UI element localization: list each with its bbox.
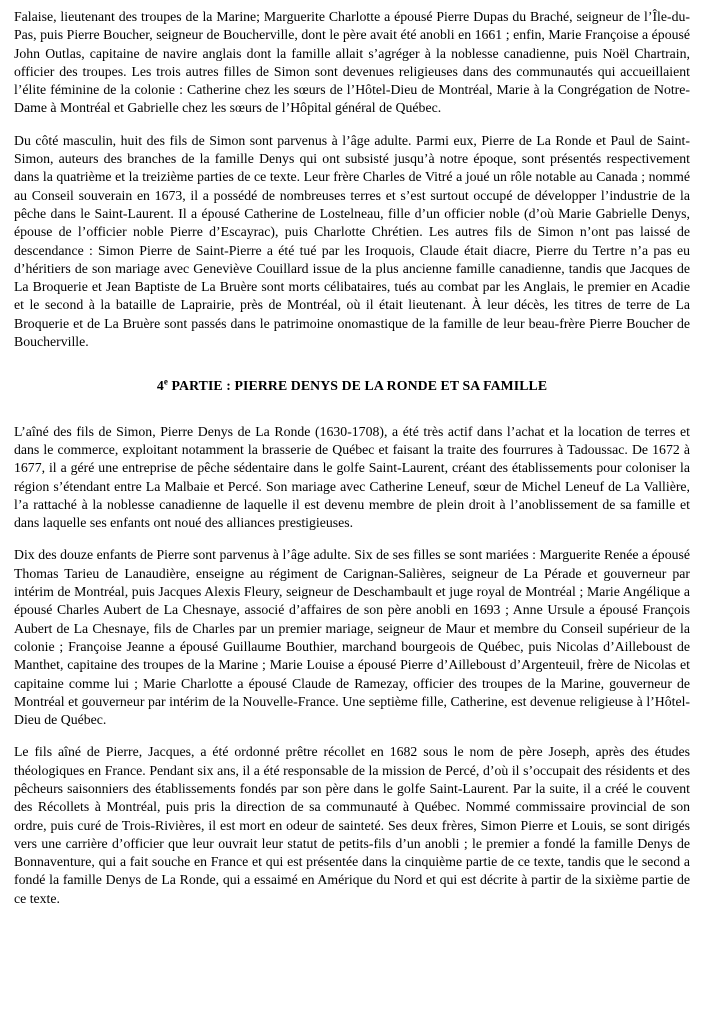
paragraph-pierre-denys-la-ronde: L’aîné des fils de Simon, Pierre Denys de La Ronde (1630-1708), a été très actif dans l’achat et la location de terres et dans le commerce, exploitant notamment la brasserie de Québec et faisant la traite des fourrures à Tadoussac. De 1672 à 1677, il a géré une entreprise de pêche sédentaire dans le golfe Saint-Laurent, créant des établissements pour coloniser la région s’étendant entre La Malbaie et Percé. Son mariage avec Catherine Leneuf, sœur de Michel Leneuf de La Vallière, l’a rattaché à la noblesse canadienne de laquelle il est devenu membre de plein droit à l’anoblissement de sa famille et dans laquelle ses enfants ont noué des alliances prestigieuses.: [14, 423, 690, 531]
paragraph-fils-de-simon: Du côté masculin, huit des fils de Simon sont parvenus à l’âge adulte. Parmi eux, Pierre de La Ronde et Paul de Saint-Simon, auteurs des branches de la famille Denys qui ont subsisté jusqu’à notre époque, sont présentés respectivement dans la quatrième et la treizième parties de ce texte. Leur frère Charles de Vitré a joué un rôle notable au Canada ; nommé au Conseil souverain en 1673, il a possédé de nombreuses terres et s’est surtout occupé de développer l’industrie de la pêche dans le Saint-Laurent. Il a épousé Catherine de Lostelneau, fille d’un officier noble (d’où Marie Gabrielle Denys, épouse de l’officier noble Pierre d’Escayrac), puis Charlotte Chrétien. Les autres fils de Simon n’ont pas laissé de descendance : Simon Pierre de Saint-Pierre a été tué par les Iroquois, Claude était diacre, Pierre du Tertre n’a pas eu d’héritiers de son mariage avec Geneviève Couillard issue de la plus ancienne famille canadienne, tandis que Jacques de La Broquerie et Jean Baptiste de La Bruère sont morts célibataires, tués au combat par les Anglais, le premier en Acadie et le second à la bataille de Laprairie, près de Montréal, où il était lieutenant. À leur décès, les titres de terre de La Broquerie et de La Bruère sont passés dans le patrimoine onomastique de la famille de leur beau-frère Pierre Boucher de Boucherville.: [14, 132, 690, 350]
paragraph-enfants-de-pierre: Dix des douze enfants de Pierre sont parvenus à l’âge adulte. Six de ses filles se sont mariées : Marguerite Renée a épousé Thomas Tarieu de Lanaudière, enseigne au régiment de Carignan-Salières, seigneur de La Pérade et gouverneur par intérim de Montréal, puis Jacques Alexis Fleury, seigneur de Deschambault et juge royal de Montréal ; Marie Angélique a épousé Charles Aubert de La Chesnaye, associé d’affaires de son père anobli en 1693 ; Anne Ursule a épousé François Aubert de La Chesnaye, fils de Charles par un premier mariage, seigneur de Maur et membre du Conseil supérieur de la colonie ; Françoise Jeanne a épousé Guillaume Bouthier, marchand bourgeois de Québec, puis Nicolas d’Ailleboust de Manthet, capitaine des troupes de la Marine ; Marie Louise a épousé Pierre d’Ailleboust d’Argenteuil, frère de Nicolas et capitaine comme lui ; Marie Charlotte a épousé Claude de Ramezay, officier des troupes de la Marine, gouverneur de Montréal et gouverneur par intérim de la Nouvelle-France. Une septième fille, Catherine, est devenue religieuse à l’Hôtel-Dieu de Québec.: [14, 547, 690, 728]
heading-title-text: PARTIE : PIERRE DENYS DE LA RONDE ET SA FAMILLE: [167, 378, 548, 394]
heading-part-number: 4: [156, 378, 164, 394]
paragraph-fils-aine-jacques: Le fils aîné de Pierre, Jacques, a été ordonné prêtre récollet en 1682 sous le nom de père Joseph, après des études théologiques en France. Pendant six ans, il a été responsable de la mission de Percé, d’où il s’occupait des résidents et des pêcheurs saisonniers des établissements fondés par son père dans le golfe Saint-Laurent. Par la suite, il a créé le couvent des Récollets à Montréal, puis pris la direction de sa communauté à Québec. Nommé commissaire provincial de son ordre, puis curé de Trois-Rivières, il est mort en odeur de sainteté. Ses deux frères, Simon Pierre et Louis, se sont dirigés vers une carrière d’officier que leur ouvrait leur statut de petits-fils d’un anobli ; le premier a fondé la famille Denys de Bonnaventure, qui a fait souche en France et qui est présentée dans la cinquième partie de ce texte, tandis que le second a fondé la famille Denys de La Ronde, qui a essaimé en Amérique du Nord et qui est décrite à partir de la sixième partie de ce texte.: [14, 744, 690, 906]
section-heading: [14, 377, 690, 395]
heading-ordinal-superscript: e: [163, 376, 168, 387]
paragraph-falaise-filles-de-simon: Falaise, lieutenant des troupes de la Marine; Marguerite Charlotte a épousé Pierre Dupas du Braché, seigneur de l’Île-du-Pas, puis Pierre Boucher, seigneur de Boucherville, dont le père avait été anobli en 1661 ; enfin, Marie Françoise a épousé John Outlas, capitaine de navire anglais dont la famille allait s’agréger à la noblesse canadienne, puis Noël Chartrain, officier des troupes. Les trois autres filles de Simon sont devenues religieuses dans des communautés qui accueillaient l’élite féminine de la colonie : Catherine chez les sœurs de l’Hôtel-Dieu de Montréal, Marie à la Congrégation de Notre-Dame à Montréal et Gabrielle chez les sœurs de l’Hôpital général de Québec.: [14, 9, 690, 116]
